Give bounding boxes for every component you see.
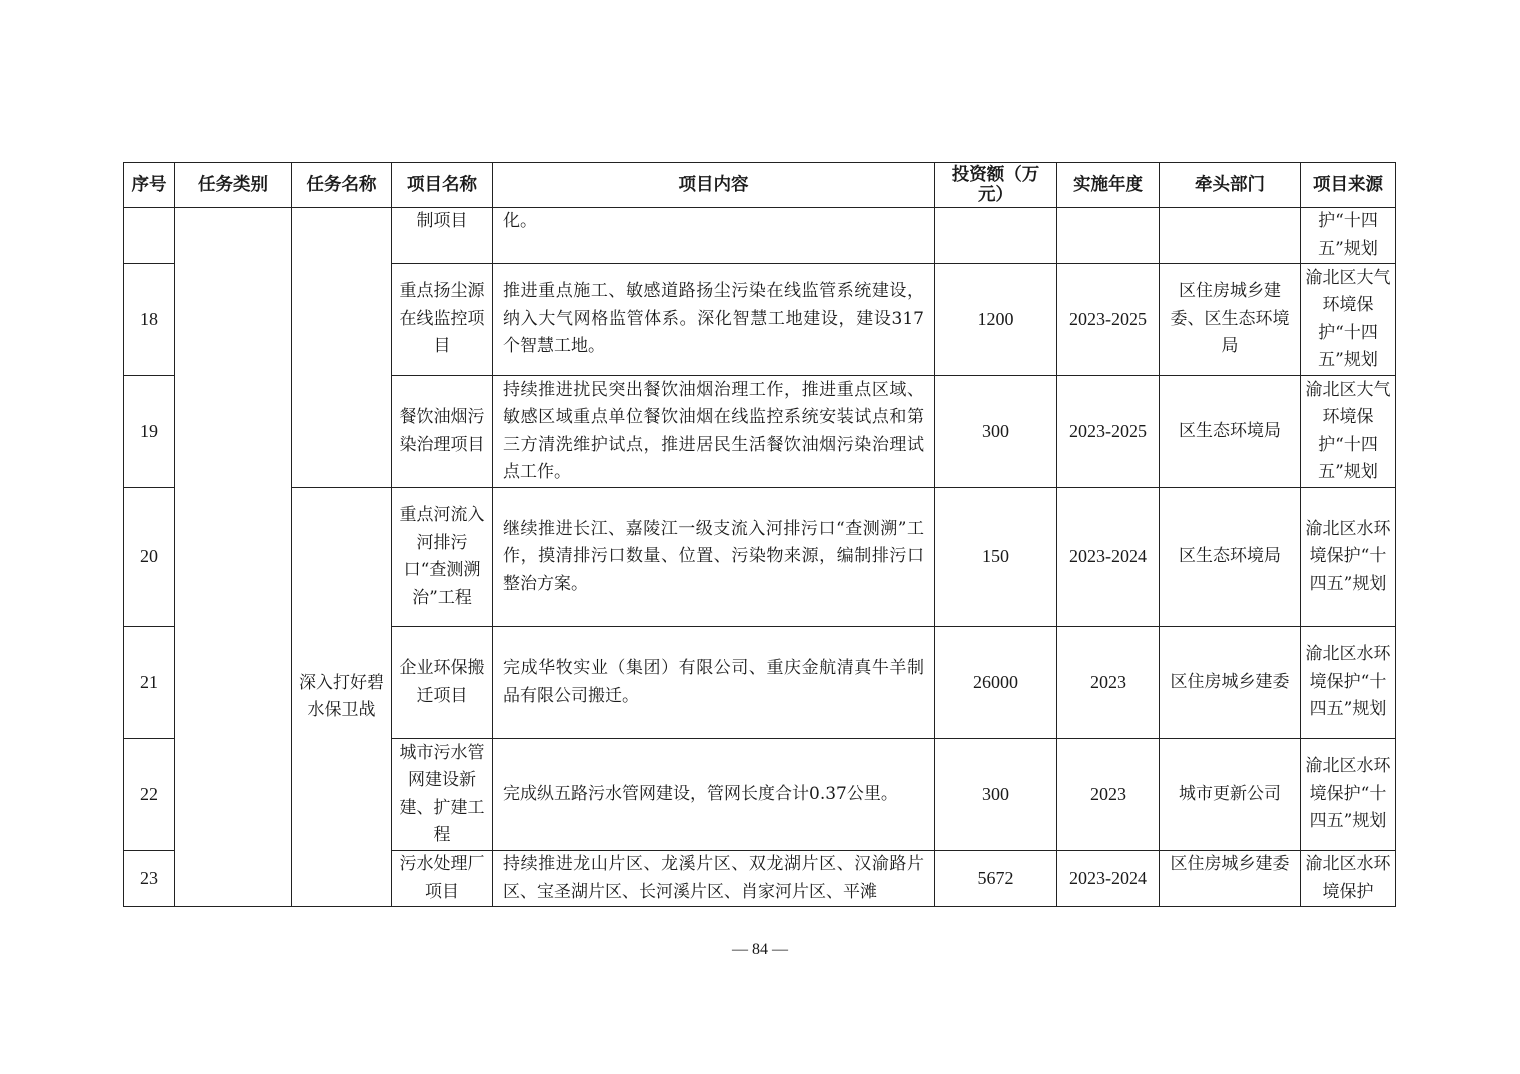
cell-seq: 20 <box>124 488 175 627</box>
cell-investment <box>935 208 1057 264</box>
cell-lead-dept: 区生态环境局 <box>1160 488 1301 627</box>
header-project-content: 项目内容 <box>493 163 935 208</box>
cell-investment: 300 <box>935 739 1057 851</box>
cell-source: 护“十四五”规划 <box>1301 208 1396 264</box>
cell-year: 2023-2024 <box>1057 851 1160 907</box>
cell-seq: 22 <box>124 739 175 851</box>
cell-project-name: 制项目 <box>392 208 493 264</box>
header-source: 项目来源 <box>1301 163 1396 208</box>
cell-seq: 18 <box>124 264 175 376</box>
cell-project-content: 推进重点施工、敏感道路扬尘污染在线监管系统建设，纳入大气网格监管体系。深化智慧工地建设，建设317个智慧工地。 <box>493 264 935 376</box>
header-project-name: 项目名称 <box>392 163 493 208</box>
cell-project-name: 重点河流入河排污口“查测溯治”工程 <box>392 488 493 627</box>
cell-task-name-upper <box>292 208 392 488</box>
header-task-category: 任务类别 <box>175 163 292 208</box>
header-row <box>124 163 1396 208</box>
cell-lead-dept: 城市更新公司 <box>1160 739 1301 851</box>
cell-seq <box>124 208 175 264</box>
cell-seq: 23 <box>124 851 175 907</box>
project-table <box>123 162 1396 907</box>
cell-task-category <box>175 208 292 907</box>
cell-source: 渝北区水环境保护“十四五”规划 <box>1301 627 1396 739</box>
cell-project-content: 持续推进龙山片区、龙溪片区、双龙湖片区、汉渝路片区、宝圣湖片区、长河溪片区、肖家河片区、平滩 <box>493 851 935 907</box>
cell-project-content: 完成纵五路污水管网建设，管网长度合计0.37公里。 <box>493 739 935 851</box>
cell-year <box>1057 208 1160 264</box>
cell-project-name: 污水处理厂项目 <box>392 851 493 907</box>
table-row <box>124 208 1396 264</box>
table-row <box>124 488 1396 627</box>
cell-year: 2023-2025 <box>1057 264 1160 376</box>
cell-lead-dept: 区生态环境局 <box>1160 376 1301 488</box>
cell-project-content: 化。 <box>493 208 935 264</box>
cell-investment: 300 <box>935 376 1057 488</box>
page-number: — 84 — <box>732 941 788 958</box>
cell-investment: 26000 <box>935 627 1057 739</box>
cell-project-content: 完成华牧实业（集团）有限公司、重庆金航清真牛羊制品有限公司搬迁。 <box>493 627 935 739</box>
cell-project-name: 企业环保搬迁项目 <box>392 627 493 739</box>
cell-source: 渝北区水环境保护 <box>1301 851 1396 907</box>
cell-investment: 1200 <box>935 264 1057 376</box>
header-seq: 序号 <box>124 163 175 208</box>
cell-investment: 150 <box>935 488 1057 627</box>
cell-source: 渝北区大气环境保护“十四五”规划 <box>1301 264 1396 376</box>
cell-source: 渝北区水环境保护“十四五”规划 <box>1301 488 1396 627</box>
cell-year: 2023 <box>1057 627 1160 739</box>
cell-lead-dept: 区住房城乡建委、区生态环境局 <box>1160 264 1301 376</box>
cell-year: 2023 <box>1057 739 1160 851</box>
header-task-name: 任务名称 <box>292 163 392 208</box>
cell-lead-dept <box>1160 208 1301 264</box>
cell-year: 2023-2025 <box>1057 376 1160 488</box>
cell-project-content: 持续推进扰民突出餐饮油烟治理工作，推进重点区域、敏感区域重点单位餐饮油烟在线监控系统安装试点和第三方清洗维护试点，推进居民生活餐饮油烟污染治理试点工作。 <box>493 376 935 488</box>
cell-investment: 5672 <box>935 851 1057 907</box>
cell-source: 渝北区水环境保护“十四五”规划 <box>1301 739 1396 851</box>
cell-lead-dept: 区住房城乡建委 <box>1160 851 1301 907</box>
cell-project-name: 餐饮油烟污染治理项目 <box>392 376 493 488</box>
cell-task-name-lower: 深入打好碧水保卫战 <box>292 488 392 907</box>
cell-seq: 19 <box>124 376 175 488</box>
header-year: 实施年度 <box>1057 163 1160 208</box>
header-investment: 投资额（万元） <box>935 163 1057 208</box>
cell-project-name: 重点扬尘源在线监控项目 <box>392 264 493 376</box>
cell-project-content: 继续推进长江、嘉陵江一级支流入河排污口“查测溯”工作，摸清排污口数量、位置、污染物来源，编制排污口整治方案。 <box>493 488 935 627</box>
cell-project-name: 城市污水管网建设新建、扩建工程 <box>392 739 493 851</box>
cell-source: 渝北区大气环境保护“十四五”规划 <box>1301 376 1396 488</box>
cell-lead-dept: 区住房城乡建委 <box>1160 627 1301 739</box>
cell-year: 2023-2024 <box>1057 488 1160 627</box>
header-lead-dept: 牵头部门 <box>1160 163 1301 208</box>
cell-seq: 21 <box>124 627 175 739</box>
